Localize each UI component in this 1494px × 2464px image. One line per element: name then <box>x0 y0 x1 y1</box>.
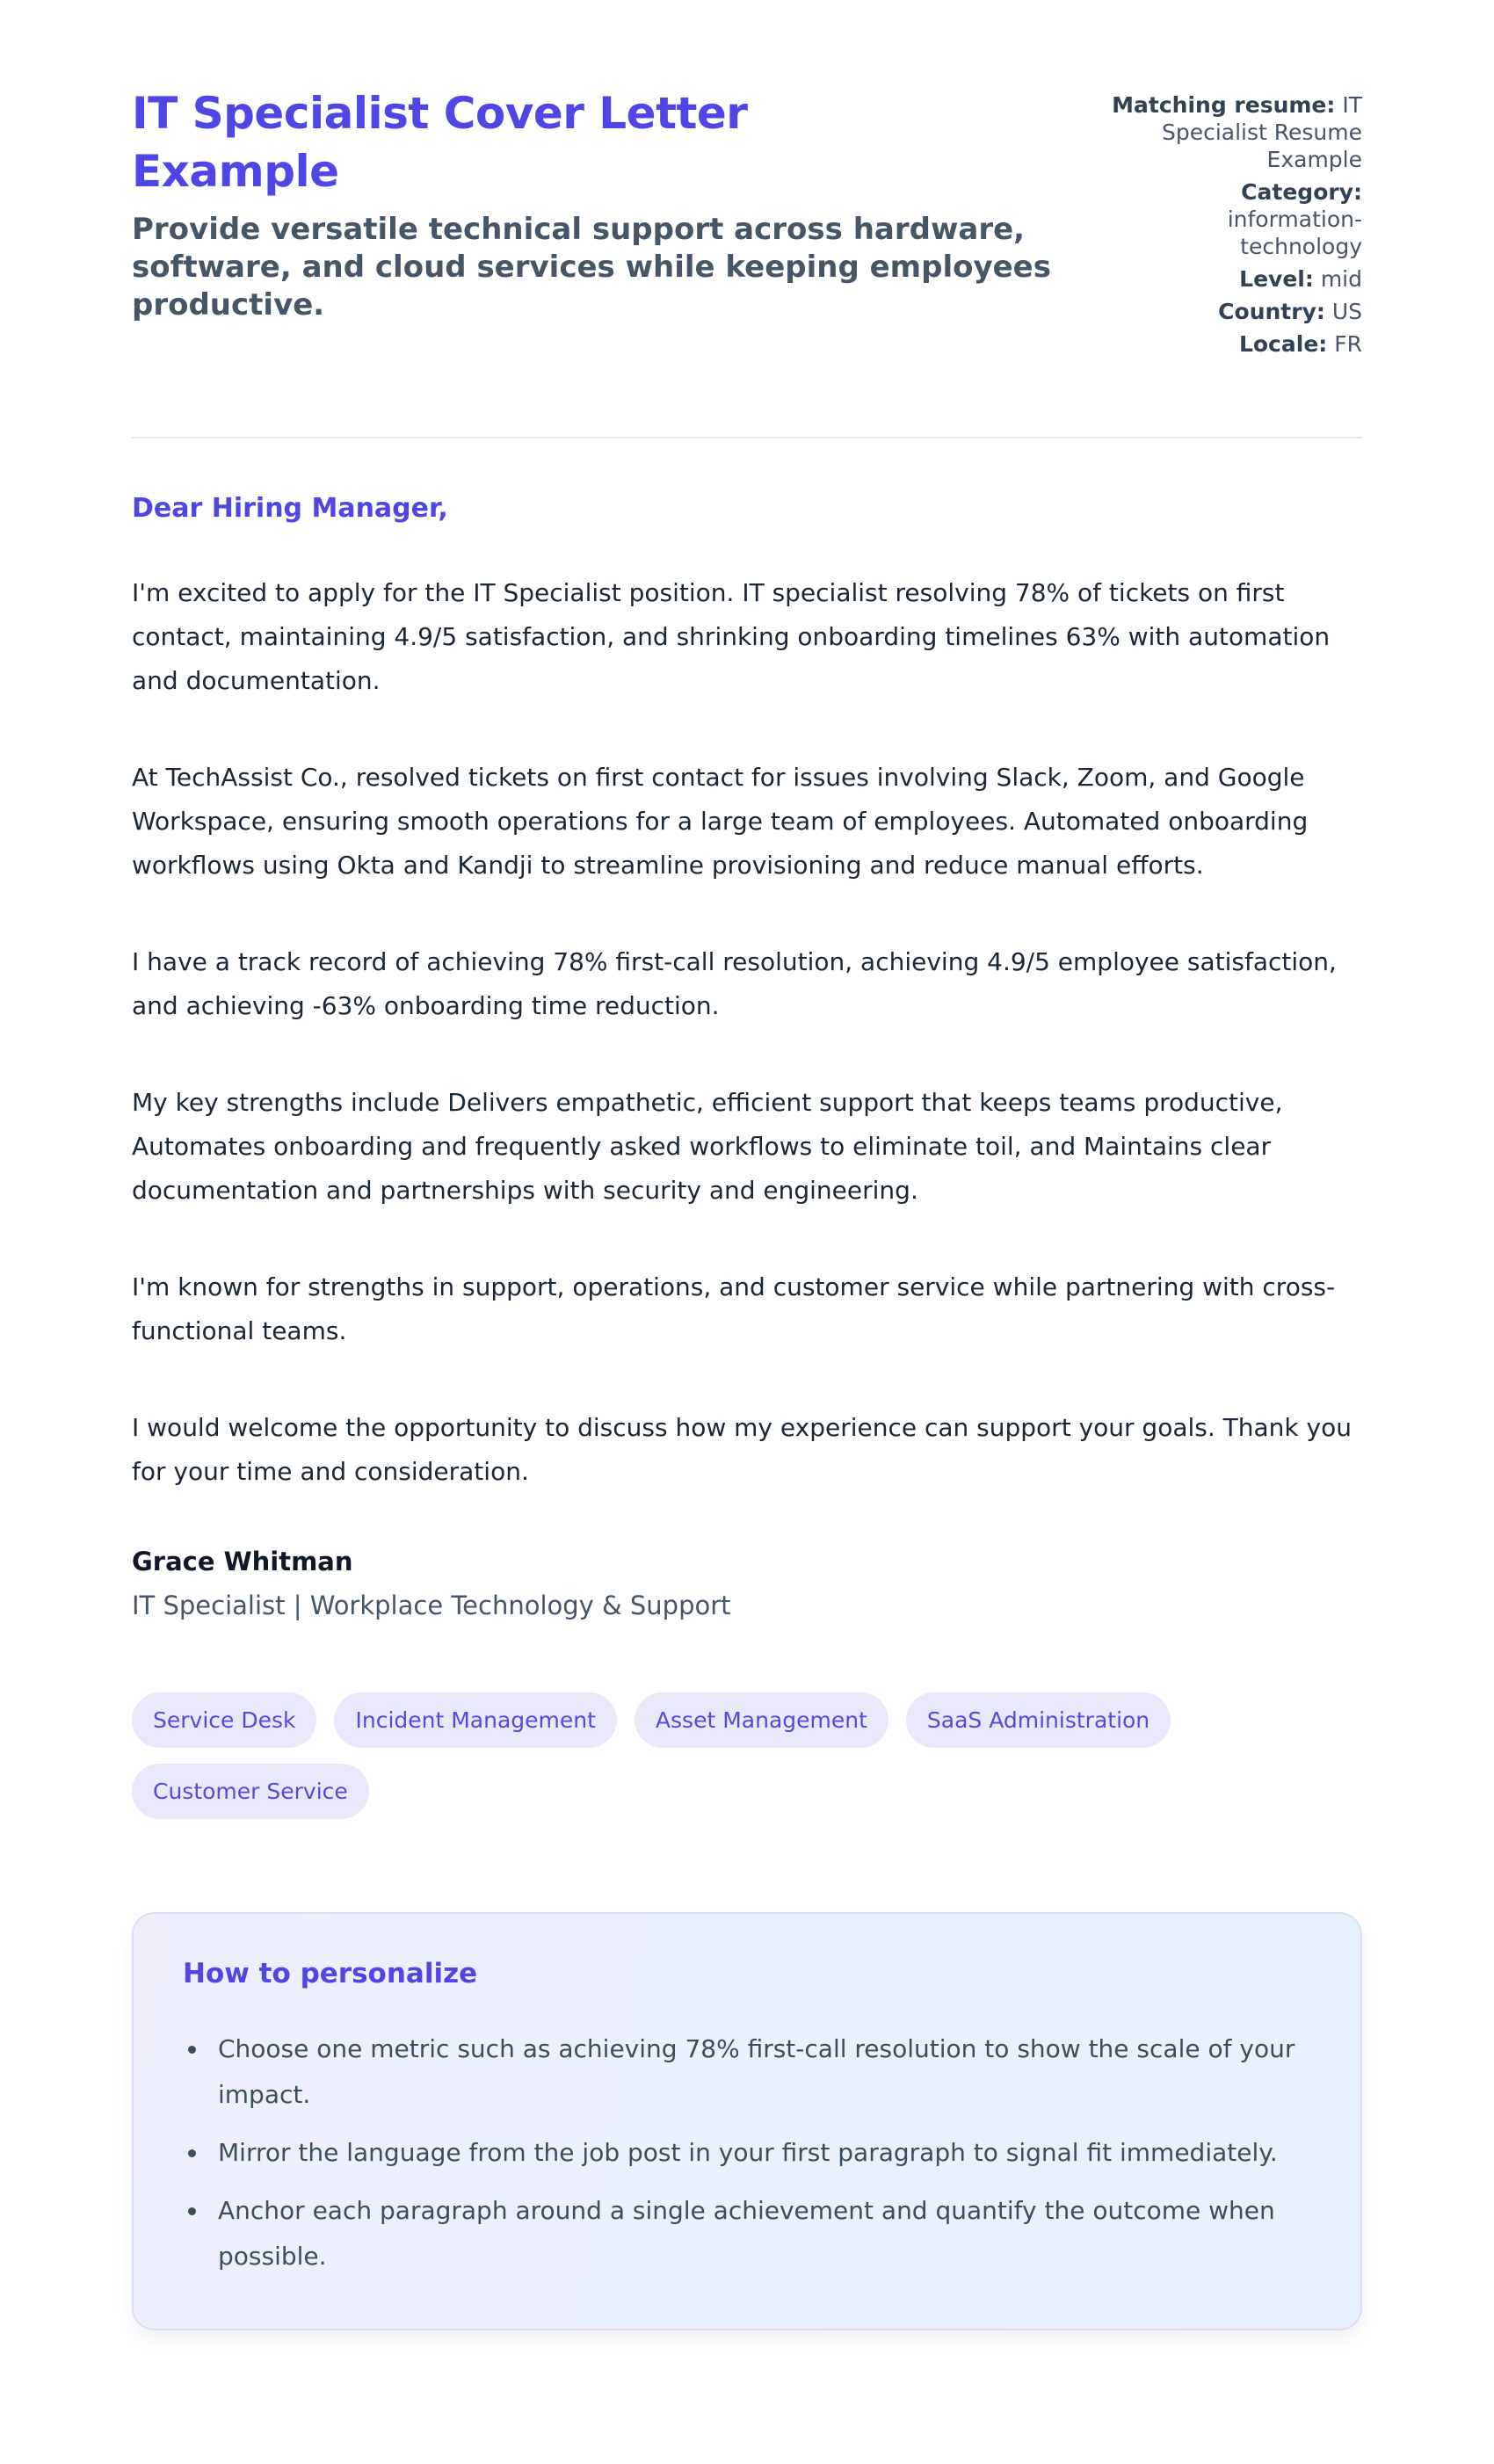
personalize-callout <box>132 1912 1362 2330</box>
skill-tag-list <box>132 1692 1186 1819</box>
signature-title: IT Specialist | Workplace Technology & Support <box>132 1591 731 1620</box>
personalize-bullet: • Mirror the language from the job post in your first paragraph to signal fit immediately. <box>209 2130 1311 2176</box>
skill-tag[interactable]: Customer Service <box>132 1764 369 1819</box>
meta-country-value: US <box>1331 299 1362 324</box>
page-subtitle: Provide versatile technical support across hardware, software, and cloud services while keeping employees productive. <box>132 212 1051 322</box>
page-header <box>132 84 1362 363</box>
personalize-bullet: • Anchor each paragraph around a single achievement and quantify the outcome when possible. <box>209 2188 1311 2279</box>
letter-paragraph: I would welcome the opportunity to discuss how my experience can support your goals. Thank you for your time and consideration. <box>132 1413 1352 1486</box>
meta-locale <box>1112 330 1362 358</box>
skill-tag[interactable]: Incident Management <box>334 1692 616 1748</box>
meta-level-label: Level: <box>1239 266 1314 292</box>
personalize-heading: How to personalize <box>183 1958 478 1989</box>
letter-paragraph: At TechAssist Co., resolved tickets on first contact for issues involving Slack, Zoom, and Google Workspace, ensuring smooth operations for a large team of employees. Automated onboarding workflows using Okta and Kandji to streamline provisioning and reduce manual efforts. <box>132 763 1309 880</box>
personalize-list <box>183 2026 1311 2279</box>
letter-body <box>132 493 1362 1620</box>
header-title-block <box>132 84 1099 323</box>
letter-paragraph: I'm known for strengths in support, operations, and customer service while partnering with cross-functional teams. <box>132 1272 1336 1345</box>
meta-matching-resume <box>1112 91 1362 173</box>
skill-tag[interactable]: Service Desk <box>132 1692 316 1748</box>
meta-level <box>1112 265 1362 293</box>
letter-paragraph: My key strengths include Delivers empathetic, efficient support that keeps teams productive, Automates onboarding and frequently asked workflows to eliminate toil, and Maintains clear documentation and partnerships with security and engineering. <box>132 1088 1283 1205</box>
meta-category <box>1112 178 1362 260</box>
page-title: IT Specialist Cover Letter Example <box>132 88 748 197</box>
header-divider <box>132 437 1362 438</box>
meta-country-label: Country: <box>1218 299 1325 324</box>
skill-tag[interactable]: Asset Management <box>635 1692 888 1748</box>
resume-meta-block <box>1112 84 1362 363</box>
signature-name: Grace Whitman <box>132 1547 353 1576</box>
meta-level-value: mid <box>1320 266 1362 292</box>
meta-category-value: information-technology <box>1227 207 1362 259</box>
letter-paragraph: I'm excited to apply for the IT Specialist position. IT specialist resolving 78% of tickets on first contact, maintaining 4.9/5 satisfaction, and shrinking onboarding timelines 63% with automation and documentation. <box>132 578 1331 695</box>
meta-matching-resume-value: IT Specialist Resume Example <box>1161 92 1362 172</box>
letter-greeting: Dear Hiring Manager, <box>132 493 448 524</box>
meta-country <box>1112 298 1362 325</box>
letter-paragraph: I have a track record of achieving 78% first-call resolution, achieving 4.9/5 employee satisfaction, and achieving -63% onboarding time reduction. <box>132 947 1337 1020</box>
meta-locale-label: Locale: <box>1238 331 1328 357</box>
personalize-bullet: • Choose one metric such as achieving 78% first-call resolution to show the scale of your impact. <box>209 2026 1311 2118</box>
meta-category-label: Category: <box>1241 179 1362 205</box>
meta-matching-resume-label: Matching resume: <box>1112 92 1336 118</box>
skill-tag[interactable]: SaaS Administration <box>906 1692 1171 1748</box>
meta-locale-value: FR <box>1334 331 1362 357</box>
